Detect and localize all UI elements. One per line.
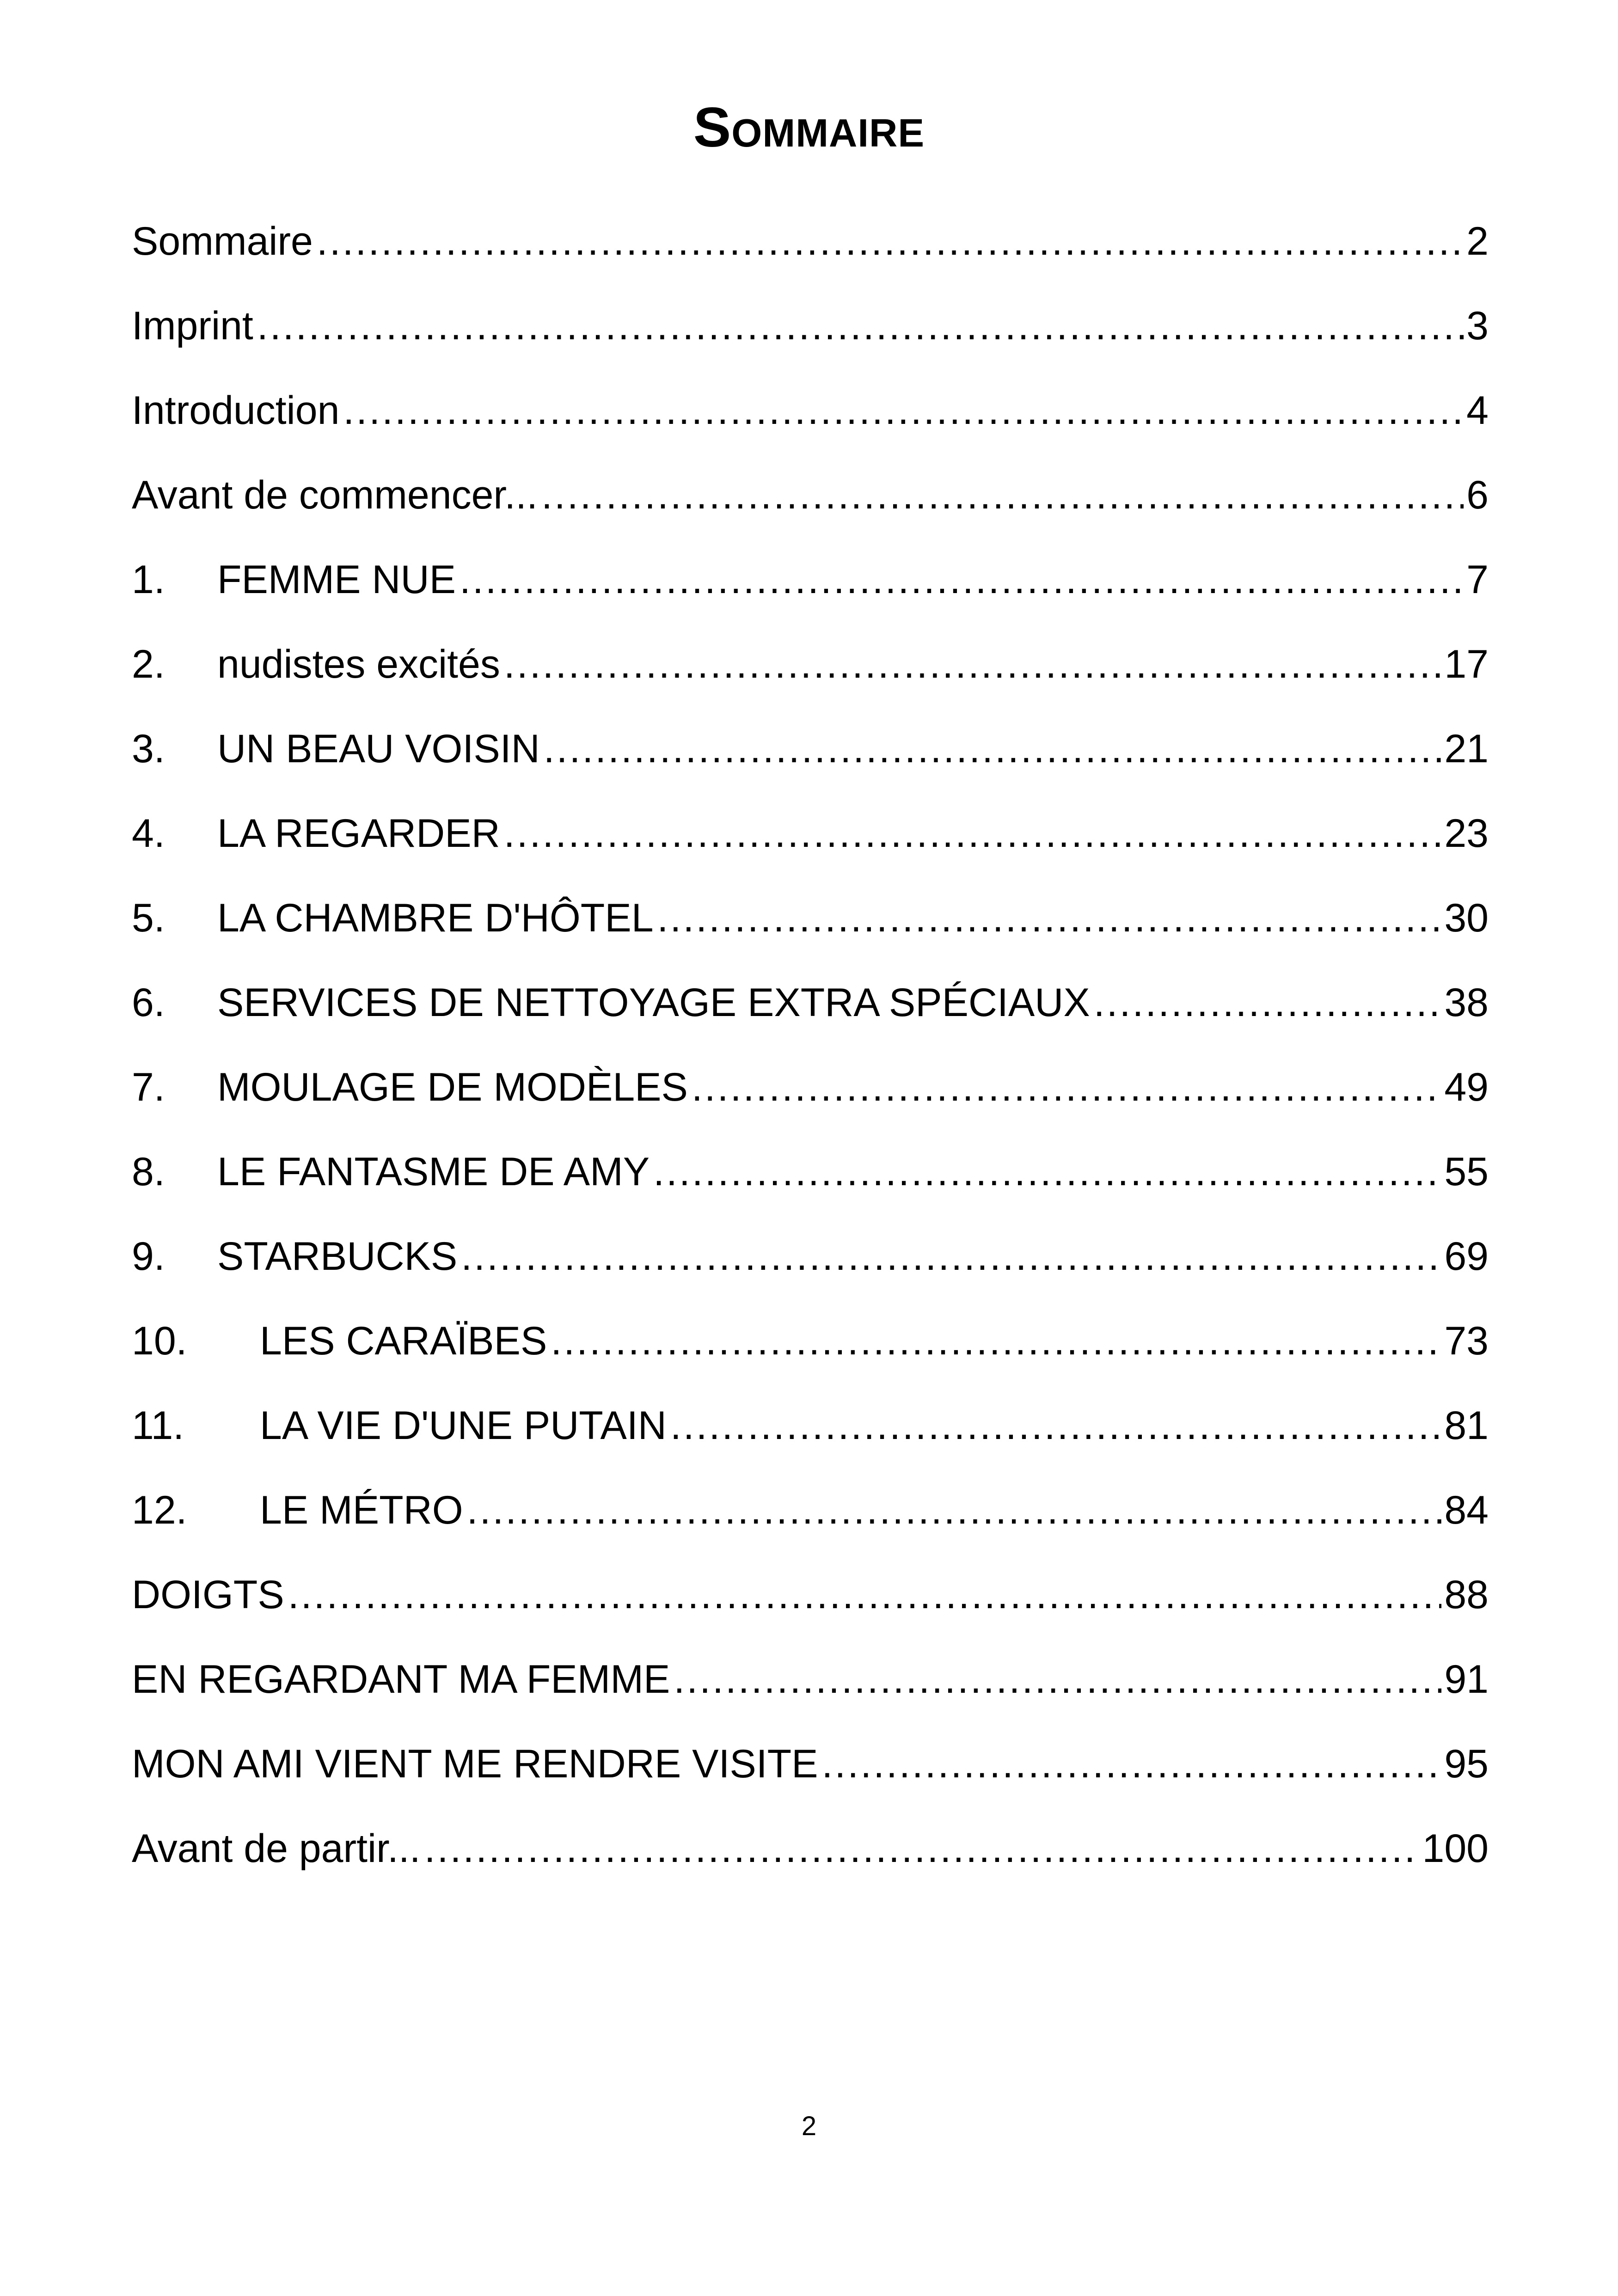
toc-entry[interactable]: [132, 622, 1489, 706]
table-of-contents: [132, 199, 1489, 1891]
toc-dot-leader: [653, 1146, 1441, 1197]
toc-dot-leader: [822, 1739, 1442, 1789]
toc-entry-page: 17: [1444, 642, 1489, 686]
page-footer: [0, 2108, 1618, 2145]
toc-entry-page: 81: [1444, 1403, 1489, 1448]
toc-entry-page: 100: [1422, 1826, 1489, 1871]
toc-entry[interactable]: [132, 1552, 1489, 1637]
toc-entry-page: 91: [1444, 1657, 1489, 1702]
toc-dot-leader: [1094, 977, 1442, 1028]
toc-entry[interactable]: [132, 960, 1489, 1045]
toc-entry-label: MON AMI VIENT ME RENDRE VISITE: [132, 1741, 818, 1786]
toc-entry[interactable]: [132, 1637, 1489, 1721]
toc-entry-page: 6: [1466, 472, 1489, 517]
toc-entry-label: Avant de commencer...: [132, 472, 538, 517]
toc-entry[interactable]: [132, 1129, 1489, 1214]
toc-dot-leader: [288, 1569, 1442, 1620]
toc-entry[interactable]: [132, 1045, 1489, 1129]
toc-entry-page: 7: [1466, 557, 1489, 602]
toc-entry-page: 21: [1444, 726, 1489, 771]
toc-entry-label: Introduction: [132, 388, 340, 433]
toc-dot-leader: [504, 808, 1442, 859]
toc-entry[interactable]: [132, 453, 1489, 537]
toc-entry-label: nudistes excités: [217, 642, 500, 686]
toc-entry-label: EN REGARDANT MA FEMME: [132, 1657, 670, 1702]
toc-entry-page: 95: [1444, 1741, 1489, 1786]
toc-entry[interactable]: [132, 368, 1489, 453]
title-text: Sommaire: [693, 96, 925, 159]
toc-entry-label: Avant de partir...: [132, 1826, 421, 1871]
toc-dot-leader: [317, 216, 1464, 267]
toc-entry-label: STARBUCKS: [217, 1234, 458, 1279]
toc-entry-page: 3: [1466, 303, 1489, 348]
toc-dot-leader: [657, 893, 1442, 943]
toc-entry-number: 9.: [132, 1234, 165, 1279]
toc-entry-page: 23: [1444, 811, 1489, 856]
toc-entry-number: 4.: [132, 811, 165, 856]
toc-entry[interactable]: [132, 1468, 1489, 1552]
toc-entry-number: 8.: [132, 1149, 165, 1194]
toc-entry-number: 3.: [132, 726, 165, 771]
toc-entry-page: 4: [1466, 388, 1489, 433]
toc-entry-page: 38: [1444, 980, 1489, 1025]
toc-entry[interactable]: [132, 1214, 1489, 1298]
toc-entry-label: LA CHAMBRE D'HÔTEL: [217, 895, 654, 940]
toc-entry-label: Imprint: [132, 303, 253, 348]
toc-entry-label: LE MÉTRO: [260, 1488, 463, 1532]
toc-entry-label: DOIGTS: [132, 1572, 284, 1617]
toc-dot-leader: [461, 1231, 1441, 1282]
toc-entry-number: 12.: [132, 1488, 187, 1532]
toc-entry[interactable]: [132, 537, 1489, 622]
toc-entry[interactable]: [132, 1383, 1489, 1468]
toc-entry[interactable]: [132, 1806, 1489, 1891]
toc-entry-number: 2.: [132, 642, 165, 686]
toc-entry-number: 1.: [132, 557, 165, 602]
toc-entry-label: LA REGARDER: [217, 811, 500, 856]
page-number: 2: [801, 2111, 817, 2141]
toc-entry-page: 55: [1444, 1149, 1489, 1194]
toc-entry-page: 49: [1444, 1065, 1489, 1109]
toc-entry-number: 10.: [132, 1318, 187, 1363]
toc-entry[interactable]: [132, 199, 1489, 283]
toc-entry-number: 6.: [132, 980, 165, 1025]
toc-entry[interactable]: [132, 876, 1489, 960]
toc-dot-leader: [692, 1062, 1441, 1113]
toc-entry-number: 5.: [132, 895, 165, 940]
toc-entry[interactable]: [132, 283, 1489, 368]
page-title: [0, 90, 1618, 164]
toc-entry-page: 2: [1466, 219, 1489, 263]
toc-entry-label: SERVICES DE NETTOYAGE EXTRA SPÉCIAUX: [217, 980, 1090, 1025]
toc-entry-label: LES CARAÏBES: [260, 1318, 547, 1363]
toc-entry-page: 73: [1444, 1318, 1489, 1363]
toc-entry[interactable]: [132, 1721, 1489, 1806]
toc-dot-leader: [257, 300, 1464, 351]
toc-dot-leader: [670, 1400, 1442, 1451]
toc-dot-leader: [504, 639, 1441, 690]
toc-entry-page: 84: [1444, 1488, 1489, 1532]
toc-entry[interactable]: [132, 706, 1489, 791]
toc-dot-leader: [343, 385, 1464, 436]
toc-entry-label: UN BEAU VOISIN: [217, 726, 540, 771]
toc-dot-leader: [541, 470, 1464, 520]
toc-entry[interactable]: [132, 791, 1489, 876]
toc-entry-label: LA VIE D'UNE PUTAIN: [260, 1403, 667, 1448]
toc-entry-page: 30: [1444, 895, 1489, 940]
toc-entry[interactable]: [132, 1298, 1489, 1383]
toc-dot-leader: [674, 1654, 1441, 1705]
toc-entry-label: FEMME NUE: [217, 557, 456, 602]
toc-entry-number: 11.: [132, 1403, 184, 1448]
toc-entry-page: 88: [1444, 1572, 1489, 1617]
toc-entry-page: 69: [1444, 1234, 1489, 1279]
toc-entry-label: Sommaire: [132, 219, 313, 263]
toc-dot-leader: [551, 1316, 1441, 1366]
toc-entry-label: LE FANTASME DE AMY: [217, 1149, 650, 1194]
toc-dot-leader: [460, 554, 1464, 605]
toc-dot-leader: [424, 1823, 1420, 1874]
toc-dot-leader: [467, 1485, 1442, 1536]
toc-dot-leader: [544, 723, 1442, 774]
toc-entry-label: MOULAGE DE MODÈLES: [217, 1065, 688, 1109]
toc-entry-number: 7.: [132, 1065, 165, 1109]
